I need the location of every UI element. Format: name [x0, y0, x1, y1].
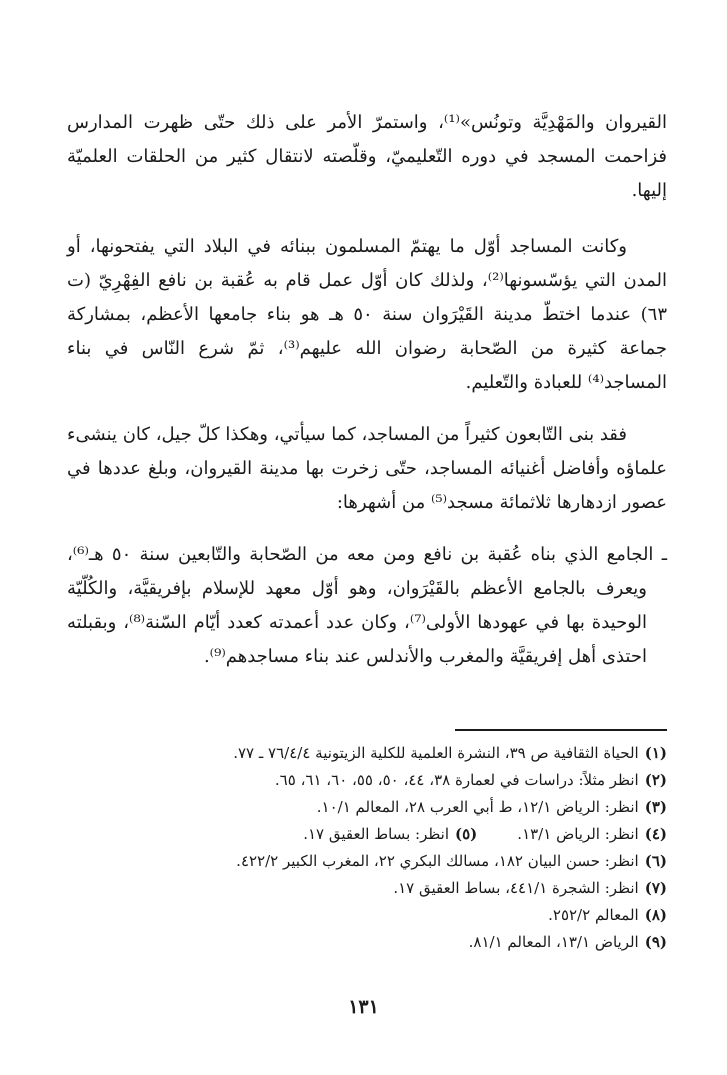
footnote-number: (٢)	[644, 771, 667, 789]
paragraph-4-bullet: ـ الجامع الذي بناه عُقبة بن نافع ومن معه من الصّحابة والتّابعين سنة ٥٠ هـ⁽⁶⁾، ويعرف بالجامع الأعظم بالقَيْرَوان، وهو أوّل معهد للإسلام بإفريقيَّة، والكُلّيّة الوحيدة بها في عهودها الأولى⁽⁷⁾، وكان عدد أعمدته كعدد أيّام السّنة⁽⁸⁾، وبقبلته احتذى أهل إفريقيَّة والمغرب والأندلس عند بناء مساجدهم⁽⁹⁾.	[67, 544, 667, 667]
footnote-text: الحياة الثقافية ص ٣٩، النشرة العلمية للكلية الزيتونية ٧٦/٤/٤ ـ ٧٧.	[233, 744, 639, 762]
footnote-number: (٥)	[455, 825, 478, 843]
footnote-separator	[455, 729, 667, 731]
footnote-text: انظر: حسن البيان ١٨٢، مسالك البكري ٢٢، المغرب الكبير ٤٢٢/٢.	[236, 852, 639, 870]
footnote-text: انظر: بساط العقيق ١٧.	[303, 825, 449, 843]
footnote-7	[67, 875, 667, 902]
footnote-text: انظر مثلاً: دراسات في لعمارة ٣٨، ٤٤، ٥٠، ٥٥، ٦٠، ٦١، ٦٥.	[274, 771, 639, 789]
footnote-number: (٤)	[644, 825, 667, 843]
footnote-3	[67, 794, 667, 821]
footnote-text: الرياض ١٣/١، المعالم ٨١/١.	[468, 933, 639, 951]
footnote-number: (٣)	[644, 798, 667, 816]
footnote-number: (٩)	[644, 933, 667, 951]
paragraph-1: القيروان والمَهْدِيَّة وتونُس»⁽¹⁾، واستمرّ الأمر على ذلك حتّى ظهرت المدارس فزاحمت المسجد في دوره التّعليميّ، وقلّصته لانتقال كثير من الحلقات العلميّة إليها.	[67, 112, 667, 201]
footnote-9	[67, 929, 667, 956]
footnote-number: (٧)	[644, 879, 667, 897]
footnote-1	[67, 740, 667, 767]
footnote-8	[67, 902, 667, 929]
footnote-text: انظر: الرياض ١٢/١، ط أبي العرب ٢٨، المعالم ١٠/١.	[316, 798, 639, 816]
paragraph-3: فقد بنى التّابعون كثيراً من المساجد، كما سيأتي، وهكذا كلّ جيل، كان ينشىء علماؤه وأفاضل أغنيائه المساجد، حتّى زخرت بها مدينة القيروان، وبلغ عددها في عصور ازدهارها ثلاثمائة مسجد⁽⁵⁾ من أشهرها:	[67, 424, 667, 513]
footnote-text: المعالم ٢٥٢/٢.	[548, 906, 639, 924]
footnote-2	[67, 767, 667, 794]
footnote-number: (٦)	[644, 852, 667, 870]
main-text	[67, 106, 667, 692]
footnote-6	[67, 848, 667, 875]
footnotes	[67, 740, 667, 956]
footnote-number: (١)	[644, 744, 667, 762]
footnote-4-5	[67, 821, 667, 848]
page-number: ١٣١	[348, 996, 379, 1018]
footnote-text: انظر: الشجرة ٤٤١/١، بساط العقيق ١٧.	[393, 879, 639, 897]
paragraph-2: وكانت المساجد أوّل ما يهتمّ المسلمون ببنائه في البلاد التي يفتحونها، أو المدن التي يؤسّسونها⁽²⁾، ولذلك كان أوّل عمل قام به عُقبة بن نافع الفِهْرِيّ (ت ٦٣) عندما اختطّ مدينة القَيْرَوان سنة ٥٠ هـ هو بناء جامعها الأعظم، بمشاركة جماعة كثيرة من الصّحابة رضوان الله عليهم⁽³⁾، ثمّ شرع النّاس في بناء المساجد⁽⁴⁾ للعبادة والتّعليم.	[67, 236, 668, 393]
footnote-text: انظر: الرياض ١٣/١.	[517, 825, 639, 843]
footnote-number: (٨)	[644, 906, 667, 924]
